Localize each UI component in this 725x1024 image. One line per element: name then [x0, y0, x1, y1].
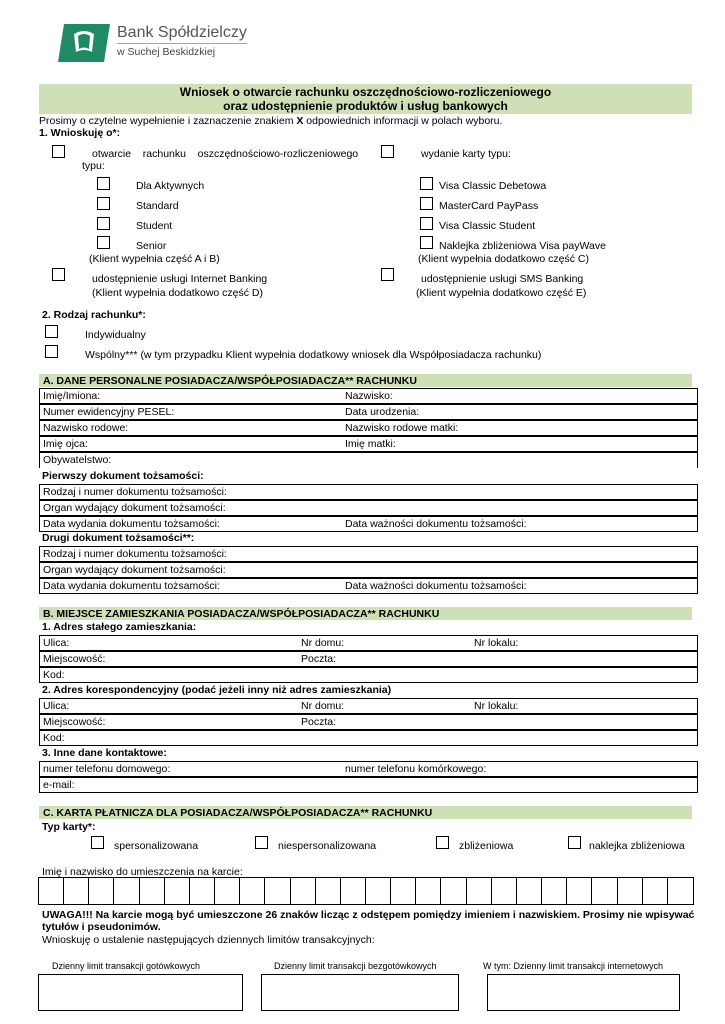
account-label-typu: typu: [82, 160, 105, 172]
row-nazwisko-rodowe [39, 420, 698, 436]
card-kind-label: spersonalizowana [114, 840, 199, 852]
individual-account-label: Indywidualny [85, 329, 146, 341]
doc2-heading: Drugi dokument tożsamości**: [42, 532, 195, 544]
row-doc1-organ [39, 500, 698, 516]
row-ulica-2 [39, 698, 698, 714]
label-obywatelstwo: Obywatelstwo: [43, 454, 112, 466]
card-name-char-cell[interactable] [416, 878, 441, 904]
sms-banking-label: udostępnienie usługi SMS Banking [421, 273, 584, 285]
card-name-char-cell[interactable] [441, 878, 466, 904]
card-sticker-checkbox[interactable] [568, 836, 581, 849]
card-personalized-checkbox[interactable] [91, 836, 104, 849]
label-doc-data-wydania: Data wydania dokumentu tożsamości: [43, 580, 220, 592]
card-note: (Klient wypełnia dodatkowo część C) [418, 253, 589, 265]
account-type-label: Dla Aktywnych [136, 180, 205, 192]
internet-banking-label: udostępnienie usługi Internet Banking [92, 273, 268, 285]
row-telefony [39, 761, 698, 777]
row-imiona-rodzicow [39, 436, 698, 452]
section2-heading: 2. Rodzaj rachunku*: [42, 309, 146, 321]
sms-banking-note: (Klient wypełnia dodatkowo część E) [416, 287, 587, 299]
card-kind-label: niespersonalizowana [278, 840, 377, 852]
card-name-char-cell[interactable] [89, 878, 114, 904]
card-type-label: Naklejka zbliżeniowa Visa payWave [439, 240, 606, 252]
account-note: (Klient wypełnia część A i B) [89, 253, 220, 265]
intro-mark: X [296, 115, 304, 127]
label-poczta: Poczta: [301, 716, 337, 728]
card-name-char-cell[interactable] [341, 878, 366, 904]
label-nr-lokalu: Nr lokalu: [474, 637, 519, 649]
account-checkbox[interactable] [52, 145, 65, 158]
card-type-checkbox-naklejka[interactable] [420, 236, 433, 249]
label-doc-data-waznosci: Data ważności dokumentu tożsamości: [345, 518, 527, 530]
label-data-urodzenia: Data urodzenia: [345, 406, 420, 418]
label-nr-domu: Nr domu: [301, 637, 345, 649]
row-miejscowosc-1 [39, 651, 698, 667]
label-nr-domu: Nr domu: [301, 700, 345, 712]
card-label: wydanie karty typu: [421, 148, 511, 160]
card-type-checkbox-paypass[interactable] [420, 197, 433, 210]
label-pesel: Numer ewidencyjny PESEL: [43, 406, 175, 418]
card-name-char-cell[interactable] [467, 878, 492, 904]
card-name-char-cell[interactable] [165, 878, 190, 904]
limit-label-internet: W tym: Dzienny limit transakcji internetowych [483, 961, 664, 971]
card-name-char-cell[interactable] [64, 878, 89, 904]
card-name-char-cell[interactable] [265, 878, 290, 904]
label-miejscowosc: Miejscowość: [43, 716, 106, 728]
account-type-label: Senior [136, 240, 167, 252]
label-email: e-mail: [43, 779, 75, 791]
account-type-checkbox-aktywnych[interactable] [97, 177, 110, 190]
limit-internet-input[interactable] [487, 974, 680, 1011]
card-name-char-cell[interactable] [366, 878, 391, 904]
account-type-label: Student [136, 220, 173, 232]
card-name-char-cell[interactable] [114, 878, 139, 904]
card-name-char-cell[interactable] [517, 878, 542, 904]
row-doc1-daty [39, 516, 698, 532]
section-a-heading: A. DANE PERSONALNE POSIADACZA/WSPÓŁPOSIADACZA** RACHUNKU [43, 375, 417, 387]
label-doc-data-waznosci: Data ważności dokumentu tożsamości: [345, 580, 527, 592]
limits-intro: Wnioskuję o ustalenie następujących dziennych limitów transakcyjnych: [42, 934, 375, 946]
joint-account-label: Wspólny*** (w tym przypadku Klient wypełnia dodatkowy wniosek dla Współposiadacza rachunku) [85, 349, 542, 361]
bank-name: Bank Spółdzielczy [117, 24, 247, 41]
address-permanent-heading: 1. Adres stałego zamieszkania: [42, 621, 197, 633]
row-kod-2 [39, 730, 698, 746]
row-kod-1 [39, 667, 698, 683]
account-type-label: Standard [136, 200, 179, 212]
label-doc-rodzaj: Rodzaj i numer dokumentu tożsamości: [43, 486, 227, 498]
card-name-char-cell[interactable] [140, 878, 165, 904]
row-email [39, 777, 698, 793]
bank-name-underline [117, 43, 247, 44]
section-b-heading: B. MIEJSCE ZAMIESZKANIA POSIADACZA/WSPÓŁPOSIADACZA** RACHUNKU [43, 608, 440, 620]
form-title-line1: Wniosek o otwarcie rachunku oszczędnościowo-rozliczeniowego [179, 85, 552, 99]
label-tel-komorkowy: numer telefonu komórkowego: [345, 763, 487, 775]
card-name-char-cell[interactable] [618, 878, 643, 904]
card-nonpersonalized-checkbox[interactable] [255, 836, 268, 849]
section1-heading: 1. Wnioskuję o*: [39, 127, 121, 139]
internet-banking-note: (Klient wypełnia dodatkowo część D) [92, 287, 263, 299]
label-miejscowosc: Miejscowość: [43, 653, 106, 665]
limit-label-cash: Dzienny limit transakcji gotówkowych [52, 961, 201, 971]
card-name-char-cell[interactable] [316, 878, 341, 904]
row-obywatelstwo [39, 452, 698, 468]
card-kind-label: zbliżeniowa [459, 840, 514, 852]
sms-banking-checkbox[interactable] [381, 268, 394, 281]
doc1-heading: Pierwszy dokument tożsamości: [42, 470, 204, 482]
label-poczta: Poczta: [301, 653, 337, 665]
card-type-checkbox-student[interactable] [420, 217, 433, 230]
card-checkbox[interactable] [381, 145, 394, 158]
card-name-char-cell[interactable] [643, 878, 668, 904]
label-nazwisko: Nazwisko: [345, 390, 393, 402]
bank-subname: w Suchej Beskidzkiej [117, 46, 216, 58]
row-ulica-1 [39, 635, 698, 651]
label-kod: Kod: [43, 669, 65, 681]
row-imie [39, 388, 698, 404]
account-label: otwarcie rachunku oszczędnościowo-rozliczeniowego [92, 148, 359, 160]
card-name-warning: UWAGA!!! Na karcie mogą być umieszczone 26 znaków licząc z odstępem pomiędzy imieniem i nazwiskiem. Prosimy nie wpisywać tytułów i pseudonimów. [42, 909, 695, 933]
row-miejscowosc-2 [39, 714, 698, 730]
label-kod: Kod: [43, 732, 65, 744]
contact-heading: 3. Inne dane kontaktowe: [42, 747, 167, 759]
limit-cash-input[interactable] [38, 974, 243, 1011]
card-name-char-cell[interactable] [190, 878, 215, 904]
joint-account-checkbox[interactable] [45, 345, 58, 358]
bank-logo-icon [54, 22, 114, 64]
bank-logo [54, 22, 114, 64]
label-doc-rodzaj: Rodzaj i numer dokumentu tożsamości: [43, 548, 227, 560]
label-nr-lokalu: Nr lokalu: [474, 700, 519, 712]
row-doc2-organ [39, 562, 698, 578]
label-imie-ojca: Imię ojca: [43, 438, 88, 450]
row-pesel [39, 404, 698, 420]
label-tel-domowy: numer telefonu domowego: [43, 763, 171, 775]
account-type-checkbox-standard[interactable] [97, 197, 110, 210]
card-type-label: Visa Classic Student [439, 220, 536, 232]
card-name-char-cell[interactable] [240, 878, 265, 904]
label-doc-data-wydania: Data wydania dokumentu tożsamości: [43, 518, 220, 530]
label-imie-matki: Imię matki: [345, 438, 396, 450]
card-type-checkbox-debetowa[interactable] [420, 177, 433, 190]
internet-banking-checkbox[interactable] [52, 268, 65, 281]
card-name-char-cell[interactable] [567, 878, 592, 904]
individual-account-checkbox[interactable] [45, 325, 58, 338]
card-type-label: Visa Classic Debetowa [439, 180, 547, 192]
card-type-label: MasterCard PayPass [439, 200, 539, 212]
card-name-char-cell[interactable] [492, 878, 517, 904]
row-doc2-daty [39, 578, 698, 594]
card-name-char-cell[interactable] [291, 878, 316, 904]
card-name-char-cell[interactable] [391, 878, 416, 904]
address-correspondence-heading: 2. Adres korespondencyjny (podać jeżeli inny niż adres zamieszkania) [42, 684, 392, 696]
card-name-char-cell[interactable] [592, 878, 617, 904]
form-title-line2: oraz udostępnienie produktów i usług bankowych [223, 99, 508, 113]
label-doc-organ: Organ wydający dokument tożsamości: [43, 564, 226, 576]
limit-label-noncash: Dzienny limit transakcji bezgotówkowych [274, 961, 437, 971]
card-name-char-grid[interactable] [38, 877, 694, 905]
card-name-char-cell[interactable] [39, 878, 64, 904]
account-type-checkbox-senior[interactable] [97, 236, 110, 249]
card-name-char-cell[interactable] [542, 878, 567, 904]
label-nazwisko-rodowe-matki: Nazwisko rodowe matki: [345, 422, 459, 434]
row-doc1-rodzaj [39, 484, 698, 500]
account-type-checkbox-student[interactable] [97, 217, 110, 230]
card-type-heading: Typ karty*: [42, 821, 96, 833]
section-c-heading: C. KARTA PŁATNICZA DLA POSIADACZA/WSPÓŁPOSIADACZA** RACHUNKU [43, 807, 433, 819]
label-doc-organ: Organ wydający dokument tożsamości: [43, 502, 226, 514]
intro-text: Prosimy o czytelne wypełnienie i zaznaczenie znakiem X odpowiednich informacji w polach wyboru. [39, 115, 503, 127]
card-name-label: Imię i nazwisko do umieszczenia na karcie: [42, 866, 243, 878]
label-ulica: Ulica: [43, 700, 70, 712]
card-contactless-checkbox[interactable] [436, 836, 449, 849]
limit-noncash-input[interactable] [261, 974, 459, 1011]
label-imie: Imię/Imiona: [43, 390, 101, 402]
card-kind-label: naklejka zbliżeniowa [589, 840, 685, 852]
row-doc2-rodzaj [39, 546, 698, 562]
label-ulica: Ulica: [43, 637, 70, 649]
card-name-char-cell[interactable] [215, 878, 240, 904]
label-nazwisko-rodowe: Nazwisko rodowe: [43, 422, 129, 434]
